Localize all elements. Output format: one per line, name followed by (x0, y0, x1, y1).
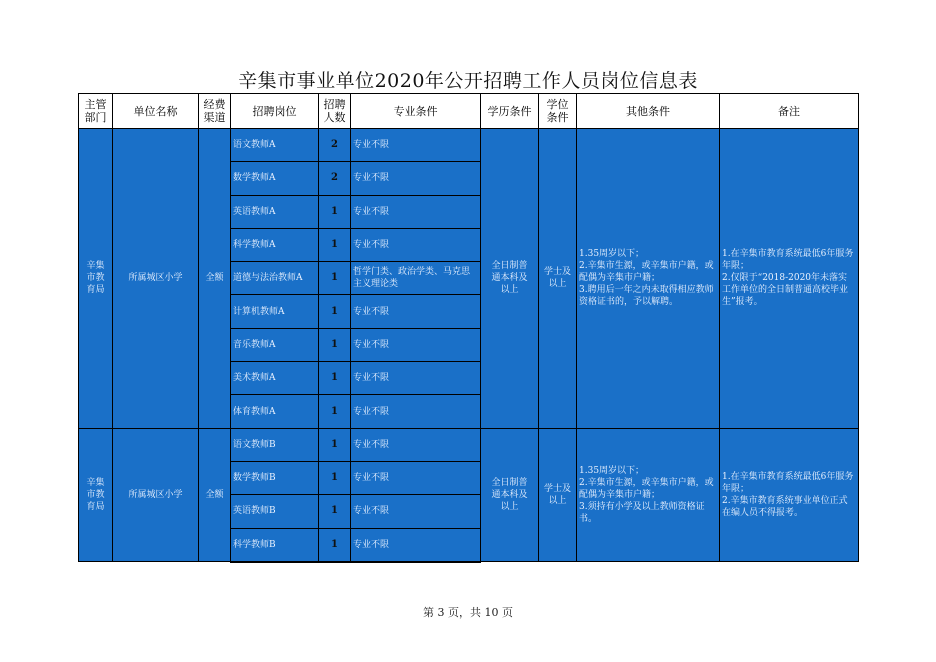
post-cell: 语文教师B (231, 428, 319, 461)
edu-cell: 全日制普 通本科及 以上 (481, 428, 539, 562)
dept-cell: 辛集 市教 育局 (79, 428, 113, 562)
post-cell: 英语教师A (231, 195, 319, 228)
post-cell: 科学教师B (231, 528, 319, 562)
post-cell: 数学教师B (231, 461, 319, 494)
count-cell: 1 (319, 428, 351, 461)
unit-cell: 所属城区小学 (113, 428, 199, 562)
count-cell: 2 (319, 162, 351, 195)
header-edu: 学历条件 (481, 94, 539, 129)
header-fund: 经费 渠道 (199, 94, 231, 129)
major-cell: 专业不限 (351, 395, 481, 428)
post-cell: 体育教师A (231, 395, 319, 428)
post-cell: 科学教师A (231, 228, 319, 261)
header-note: 备注 (720, 94, 859, 129)
header-dept: 主管 部门 (79, 94, 113, 129)
major-cell: 专业不限 (351, 328, 481, 361)
post-cell: 音乐教师A (231, 328, 319, 361)
major-cell: 哲学门类、政治学类、马克思主义理论类 (351, 262, 481, 295)
count-cell: 1 (319, 495, 351, 528)
header-degree: 学位 条件 (539, 94, 577, 129)
major-cell: 专业不限 (351, 495, 481, 528)
header-unit: 单位名称 (113, 94, 199, 129)
other-cell: 1.35周岁以下； 2.辛集市生源，或辛集市户籍，或配偶为辛集市户籍； 3.聘用后一年之内未取得相应教师资格证书的，予以解聘。 (577, 129, 720, 429)
fund-cell: 全额 (199, 428, 231, 562)
post-cell: 计算机教师A (231, 295, 319, 328)
major-cell: 专业不限 (351, 195, 481, 228)
dept-cell: 辛集 市教 育局 (79, 129, 113, 429)
fund-cell: 全额 (199, 129, 231, 429)
major-cell: 专业不限 (351, 228, 481, 261)
major-cell: 专业不限 (351, 428, 481, 461)
header-post: 招聘岗位 (231, 94, 319, 129)
count-cell: 1 (319, 395, 351, 428)
count-cell: 1 (319, 461, 351, 494)
count-cell: 1 (319, 228, 351, 261)
post-cell: 道德与法治教师A (231, 262, 319, 295)
edu-cell: 全日制普 通本科及 以上 (481, 129, 539, 429)
major-cell: 专业不限 (351, 129, 481, 162)
count-cell: 1 (319, 262, 351, 295)
table-row (79, 428, 859, 461)
post-cell: 语文教师A (231, 129, 319, 162)
note-cell: 1.在辛集市教育系统最低6年服务年限； 2.仅限于“2018-2020年未落实工作单位的全日制普通高校毕业生”报考。 (720, 129, 859, 429)
other-cell: 1.35周岁以下； 2.辛集市生源，或辛集市户籍，或配偶为辛集市户籍； 3.须持有小学及以上教师资格证书。 (577, 428, 720, 562)
count-cell: 1 (319, 528, 351, 562)
unit-cell: 所属城区小学 (113, 129, 199, 429)
header-row (79, 94, 859, 129)
page-title: 辛集市事业单位2020年公开招聘工作人员岗位信息表 (238, 70, 698, 92)
post-cell: 英语教师B (231, 495, 319, 528)
major-cell: 专业不限 (351, 528, 481, 562)
count-cell: 1 (319, 295, 351, 328)
note-cell: 1.在辛集市教育系统最低6年服务年限； 2.辛集市教育系统事业单位正式在编人员不得报考。 (720, 428, 859, 562)
count-cell: 1 (319, 362, 351, 395)
degree-cell: 学士及 以上 (539, 428, 577, 562)
header-other: 其他条件 (577, 94, 720, 129)
major-cell: 专业不限 (351, 362, 481, 395)
count-cell: 2 (319, 129, 351, 162)
header-count: 招聘 人数 (319, 94, 351, 129)
header-major: 专业条件 (351, 94, 481, 129)
major-cell: 专业不限 (351, 162, 481, 195)
major-cell: 专业不限 (351, 461, 481, 494)
table-row (79, 129, 859, 162)
major-cell: 专业不限 (351, 295, 481, 328)
post-cell: 数学教师A (231, 162, 319, 195)
count-cell: 1 (319, 328, 351, 361)
page-footer: 第 3 页，共 10 页 (423, 606, 513, 619)
post-cell: 美术教师A (231, 362, 319, 395)
positions-table (78, 93, 859, 563)
count-cell: 1 (319, 195, 351, 228)
degree-cell: 学士及 以上 (539, 129, 577, 429)
